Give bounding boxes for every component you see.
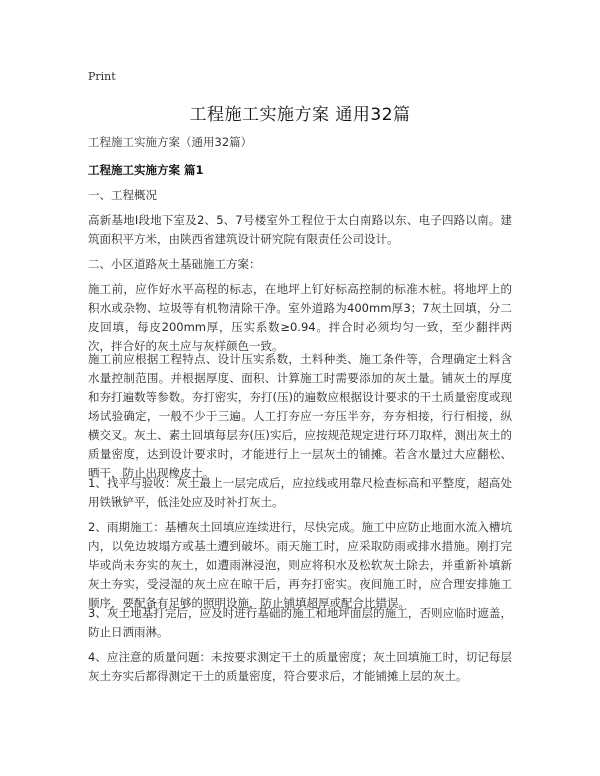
document-title: 工程施工实施方案 通用32篇 [189,105,411,125]
paragraph-leveling: 1、找平与验收：灰土最上一层完成后，应拉线或用靠尺检查标高和平整度，超高处用铁锹铲平，低洼处应及时补打灰土。 [88,476,512,509]
document-subtitle: 工程施工实施方案（通用32篇） [88,135,253,149]
paragraph-preparation: 施工前，应作好水平高程的标志，在地坪上钉好标高控制的标准木桩。将地坪上的积水或杂物、垃圾等有机物清除干净。室外道路为400mm厚3；7灰土回填，分二皮回填，每皮200mm厚，压实系数≥0.94。拌合时必须均匀一致，至少翻拌两次，拌合好的灰土应与灰样颜色一致。 [88,282,512,353]
paragraph-after-completion: 3、灰土地基打完后，应及时进行基础的施工和地坪面层的施工，否则应临时遮盖，防止日洒雨淋。 [88,606,512,639]
paragraph-overview: 高新基地I段地下室及2、5、7号楼室外工程位于太白南路以东、电子四路以南。建筑面积平方米，由陕西省建筑设计研究院有限责任公司设计。 [88,213,512,246]
section-heading: 工程施工实施方案 篇1 [88,163,204,177]
print-label: Print [88,70,116,83]
paragraph-construction: 施工前应根据工程特点、设计压实系数，土料种类、施工条件等，合理确定土料含水量控制范围。并根据厚度、面积、计算施工时需要添加的灰土量。铺灰土的厚度和夯打遍数等参数。夯打密实，夯打(压)的遍数应根据设计要求的干土质量密度或现场试验确定，一般不少于三遍。人工打夯应一夯压半夯，夯夯相接，行行相接，纵横交叉。灰土、素土回填每层夯(压)实后，应按规范规定进行环刀取样，测出灰土的质量密度，达到设计要求时，才能进行上一层灰土的铺摊。若含水量过大应翻松、晒干，防止出现橡皮土。 [88,352,512,480]
paragraph-quality-issues: 4、应注意的质量问题：未按要求测定干土的质量密度；灰土回填施工时，切记每层灰土夯实后都得测定干土的质量密度，符合要求后，才能铺摊上层的灰土。 [88,650,512,683]
paragraph-plan-heading: 二、小区道路灰土基础施工方案： [88,257,261,271]
paragraph-overview-heading: 一、工程概况 [88,188,157,202]
paragraph-rainy-season: 2、雨期施工：基槽灰土回填应连续进行，尽快完成。施工中应防止地面水流入槽坑内，以免边坡塌方或基土遭到破坏。雨天施工时，应采取防雨或排水措施。刚打完毕或尚未夯实的灰土，如遭雨淋浸泡，则应将积水及松软灰土除去，并重新补填新灰土夯实，受浸湿的灰土应在晾干后，再夯打密实。夜间施工时，应合理安排施工顺序，要配备有足够的照明设施，防止铺填超厚或配合比错误。 [88,520,512,610]
